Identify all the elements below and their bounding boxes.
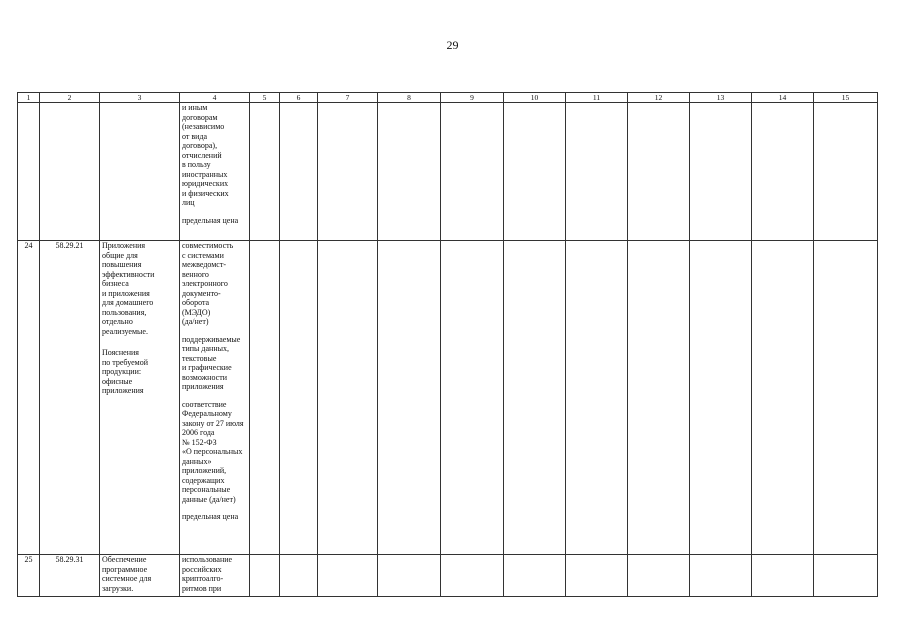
row-number-cell: 25 xyxy=(18,555,40,597)
empty-cell xyxy=(504,103,566,241)
column-header: 5 xyxy=(250,93,280,103)
empty-cell xyxy=(280,241,318,555)
empty-cell xyxy=(566,103,628,241)
column-header: 3 xyxy=(100,93,180,103)
empty-cell xyxy=(814,103,878,241)
characteristic-text: соответствие Федеральному закону от 27 июля 2006 года № 152-ФЗ «О персональных данных» приложений, содержащих персональные данные (да/нет) xyxy=(182,399,244,504)
empty-cell xyxy=(504,241,566,555)
empty-cell xyxy=(318,241,378,555)
empty-cell xyxy=(250,241,280,555)
header-row xyxy=(18,93,878,103)
empty-cell xyxy=(318,103,378,241)
empty-cell xyxy=(250,103,280,241)
empty-cell xyxy=(441,103,504,241)
empty-cell xyxy=(690,241,752,555)
column-header: 14 xyxy=(752,93,814,103)
empty-cell xyxy=(752,103,814,241)
empty-cell xyxy=(814,241,878,555)
column-header: 13 xyxy=(690,93,752,103)
table-row xyxy=(18,103,878,241)
empty-cell xyxy=(250,555,280,597)
code-cell: 58.29.31 xyxy=(40,555,100,597)
page-number: 29 xyxy=(446,38,459,52)
empty-cell xyxy=(752,241,814,555)
empty-cell xyxy=(690,103,752,241)
product-name-cell xyxy=(100,555,180,597)
characteristic-text: предельная цена xyxy=(182,215,239,225)
characteristic-text: и иным договорам (независимо от вида договора), отчислений в пользу иностранных юридических и физических лиц xyxy=(182,103,229,207)
product-name-text: Приложения общие для повышения эффективности бизнеса и приложения для домашнего пользования, отдельно реализуемые. xyxy=(102,241,155,336)
column-header: 1 xyxy=(18,93,40,103)
column-header: 12 xyxy=(628,93,690,103)
empty-cell xyxy=(378,241,441,555)
characteristics-cell xyxy=(180,555,250,597)
product-name-cell xyxy=(100,103,180,241)
requirements-table xyxy=(17,92,878,597)
empty-cell xyxy=(378,555,441,597)
column-header: 11 xyxy=(566,93,628,103)
characteristics-cell xyxy=(180,241,250,555)
table-row xyxy=(18,555,878,597)
characteristic-text: использование российских криптоалго- ритмов при xyxy=(182,555,233,593)
empty-cell xyxy=(280,555,318,597)
empty-cell xyxy=(504,555,566,597)
product-note-text: Пояснения по требуемой продукции: офисные приложения xyxy=(102,348,148,395)
characteristic-text: предельная цена xyxy=(182,512,239,521)
empty-cell xyxy=(441,555,504,597)
empty-cell xyxy=(752,555,814,597)
table-row xyxy=(18,241,878,555)
code-cell xyxy=(40,103,100,241)
column-header: 8 xyxy=(378,93,441,103)
column-header: 15 xyxy=(814,93,878,103)
column-header: 9 xyxy=(441,93,504,103)
column-header: 10 xyxy=(504,93,566,103)
empty-cell xyxy=(318,555,378,597)
row-number-cell xyxy=(18,103,40,241)
characteristics-cell xyxy=(180,103,250,241)
product-name-cell xyxy=(100,241,180,555)
empty-cell xyxy=(378,103,441,241)
column-header: 7 xyxy=(318,93,378,103)
row-number-cell: 24 xyxy=(18,241,40,555)
column-header: 4 xyxy=(180,93,250,103)
characteristic-text: поддерживаемые типы данных, текстовые и графические возможности приложения xyxy=(182,334,241,391)
empty-cell xyxy=(628,241,690,555)
characteristic-text: совместимость с системами межведомст- венного электронного документо- оборота (МЭДО) (да/нет) xyxy=(182,241,234,326)
empty-cell xyxy=(566,241,628,555)
column-header: 2 xyxy=(40,93,100,103)
column-header: 6 xyxy=(280,93,318,103)
empty-cell xyxy=(280,103,318,241)
empty-cell xyxy=(566,555,628,597)
empty-cell xyxy=(628,103,690,241)
product-name-text: Обеспечение программное системное для загрузки. xyxy=(102,555,152,593)
code-cell: 58.29.21 xyxy=(40,241,100,555)
empty-cell xyxy=(690,555,752,597)
empty-cell xyxy=(814,555,878,597)
empty-cell xyxy=(628,555,690,597)
empty-cell xyxy=(441,241,504,555)
